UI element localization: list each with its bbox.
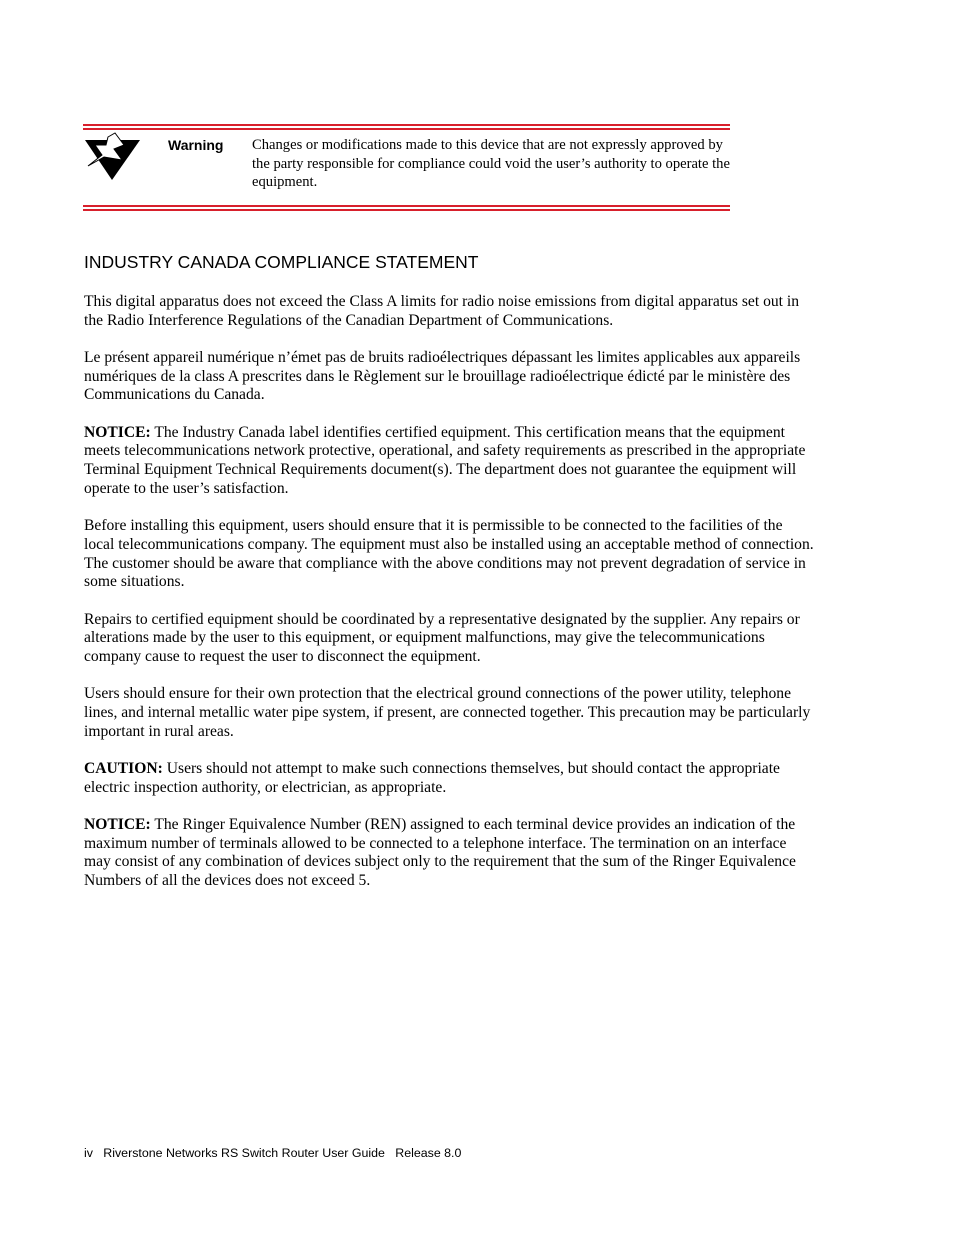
caution-text: Users should not attempt to make such connections themselves, but should contact the appropriate electric inspection authority, or electrician, as appropriate. [84, 759, 780, 796]
caution-label: CAUTION: [84, 759, 163, 777]
notice-text: The Industry Canada label identifies certified equipment. This certification means that the equipment meets telecommunications network protective, operational, and safety requirements as prescribed in the appropriate Terminal Equipment Technical Requirements document(s). The department does not guarantee the equipment will operate to the user’s satisfaction. [84, 423, 806, 497]
paragraph-repairs: Repairs to certified equipment should be coordinated by a representative designated by the supplier. Any repairs or alterations made by the user to this equipment, or equipment malfunctions, may give the telecommunications company cause to request the user to disconnect the equipment. [84, 610, 800, 665]
footer-release: Release 8.0 [395, 1146, 462, 1160]
notice-label: NOTICE: [84, 423, 151, 441]
section-heading: INDUSTRY CANADA COMPLIANCE STATEMENT [84, 252, 479, 272]
body-text [84, 293, 816, 909]
paragraph-ren-notice [84, 816, 816, 891]
page-footer [84, 1146, 461, 1160]
ren-notice-text: The Ringer Equivalence Number (REN) assigned to each terminal device provides an indication of the maximum number of terminals allowed to be connected to a telephone interface. The termination on an interface may consist of any combination of devices subject only to the requirement that the sum of the Ringer Equivalence Numbers of all the devices does not exceed 5. [84, 815, 796, 890]
footer-title: Riverstone Networks RS Switch Router User Guide [103, 1146, 385, 1160]
paragraph-french: Le présent appareil numérique n’émet pas de bruits radioélectriques dépassant les limites applicables aux appareils numériques de la class A prescrites dans le Règlement sur le brouillage radioélectrique édicté par le ministère des Communications du Canada. [84, 349, 801, 404]
footer-page-number: iv [84, 1146, 93, 1160]
paragraph-class-a: This digital apparatus does not exceed the Class A limits for radio noise emissions from digital apparatus set out in the Radio Interference Regulations of the Canadian Department of Communications. [84, 293, 800, 329]
warning-bottom-rule [83, 205, 730, 211]
paragraph-notice-label [84, 424, 816, 499]
ren-notice-label: NOTICE: [84, 815, 151, 833]
warning-lightning-icon [84, 132, 140, 182]
paragraph-installation: Before installing this equipment, users should ensure that it is permissible to be connected to the facilities of the local telecommunications company. The equipment must also be installed using an acceptable method of connection. The customer should be aware that compliance with the above conditions may not prevent degradation of service in some situations. [84, 517, 814, 591]
paragraph-grounding: Users should ensure for their own protection that the electrical ground connections of the power utility, telephone lines, and internal metallic water pipe system, if present, are connected together. This precaution may be particularly important in rural areas. [84, 685, 811, 740]
paragraph-caution [84, 760, 816, 797]
warning-label: Warning [168, 137, 224, 153]
warning-top-rule [83, 124, 730, 130]
warning-text: Changes or modifications made to this device that are not expressly approved by the party responsible for compliance could void the user’s authority to operate the equipment. [252, 137, 730, 191]
